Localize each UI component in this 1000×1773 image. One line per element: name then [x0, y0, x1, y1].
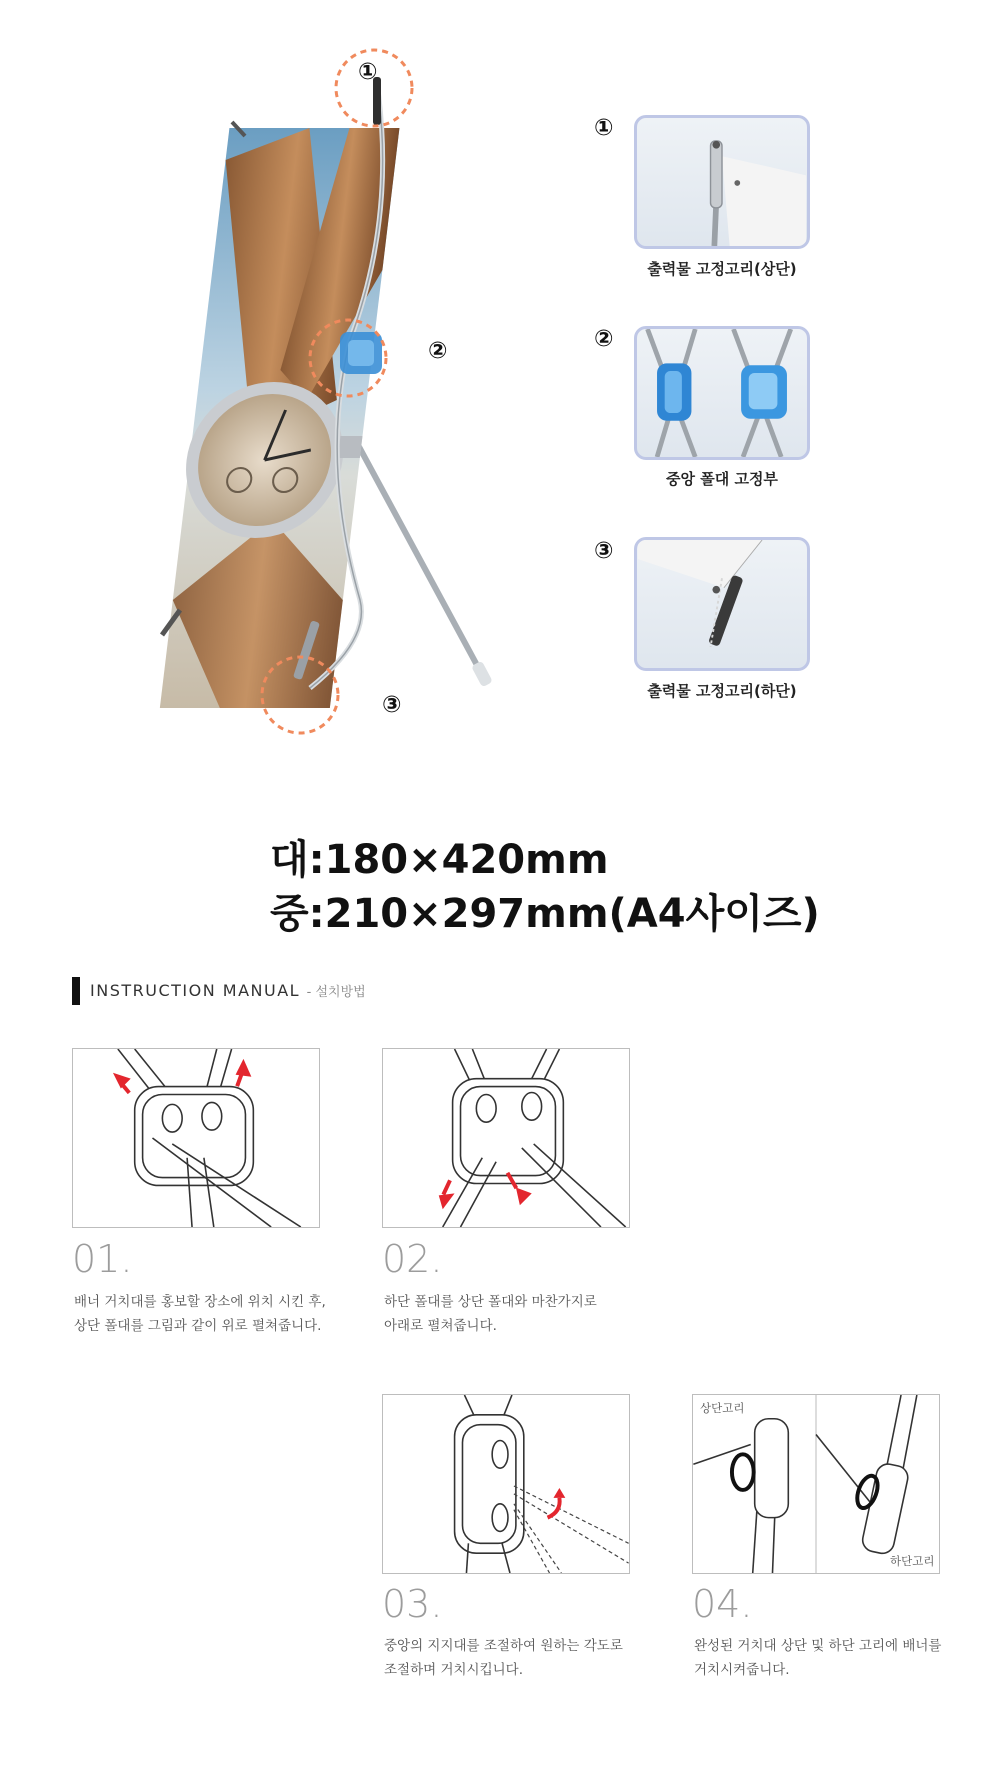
callout-number-3: ③: [382, 692, 402, 718]
size-medium: 중:210×297mm(A4사이즈): [270, 891, 820, 937]
detail-image-top-hook: [634, 115, 810, 249]
step-3-number: 03.: [382, 1582, 443, 1626]
step-4-description: [694, 1634, 994, 1682]
manual-title: [90, 981, 366, 1000]
step-3-illustration: [382, 1394, 630, 1574]
manual-subtitle: - 설치방법: [306, 985, 366, 1000]
detail-caption-2: 중앙 폴대 고정부: [666, 470, 778, 488]
manual-header-bar: [72, 977, 80, 1005]
step-2-description: [384, 1290, 684, 1338]
banner-stand-illustration: [150, 40, 510, 800]
step-4-label-bottom-hook: 하단고리: [890, 1554, 935, 1568]
step-3-line-1: 중앙의 지지대를 조절하여 원하는 각도로: [384, 1638, 623, 1654]
size-large: 대:180×420mm: [270, 837, 609, 883]
detail-caption-3: 출력물 고정고리(하단): [647, 682, 797, 700]
step-1-number: 01.: [72, 1237, 133, 1281]
step-2-illustration: [382, 1048, 630, 1228]
detail-caption-1: 출력물 고정고리(상단): [647, 260, 797, 278]
callout-number-1: ①: [358, 59, 378, 85]
detail-number-3: ③: [594, 538, 614, 564]
step-2-line-1: 하단 폴대를 상단 폴대와 마찬가지로: [384, 1294, 597, 1310]
step-3-description: [384, 1634, 684, 1682]
step-3-line-2: 조절하며 거치시킵니다.: [384, 1662, 523, 1678]
step-1-line-1: 배너 거치대를 홍보할 장소에 위치 시킨 후,: [74, 1294, 326, 1310]
step-4-label-top-hook: 상단고리: [700, 1401, 745, 1415]
step-4-illustration: [692, 1394, 940, 1574]
detail-number-2: ②: [594, 326, 614, 352]
step-4-line-1: 완성된 거치대 상단 및 하단 고리에 배너를: [694, 1638, 942, 1654]
detail-image-center-joint: [634, 326, 810, 460]
step-1-illustration: [72, 1048, 320, 1228]
manual-title-text: INSTRUCTION MANUAL: [90, 981, 301, 1000]
detail-image-bottom-hook: [634, 537, 810, 671]
step-2-line-2: 아래로 펼쳐줍니다.: [384, 1318, 497, 1334]
step-1-line-2: 상단 폴대를 그림과 같이 위로 펼쳐줍니다.: [74, 1318, 322, 1334]
step-4-line-2: 거치시켜줍니다.: [694, 1662, 790, 1678]
callout-number-2: ②: [428, 338, 448, 364]
step-4-number: 04.: [692, 1582, 753, 1626]
detail-number-1: ①: [594, 115, 614, 141]
step-1-description: [74, 1290, 374, 1338]
step-2-number: 02.: [382, 1237, 443, 1281]
